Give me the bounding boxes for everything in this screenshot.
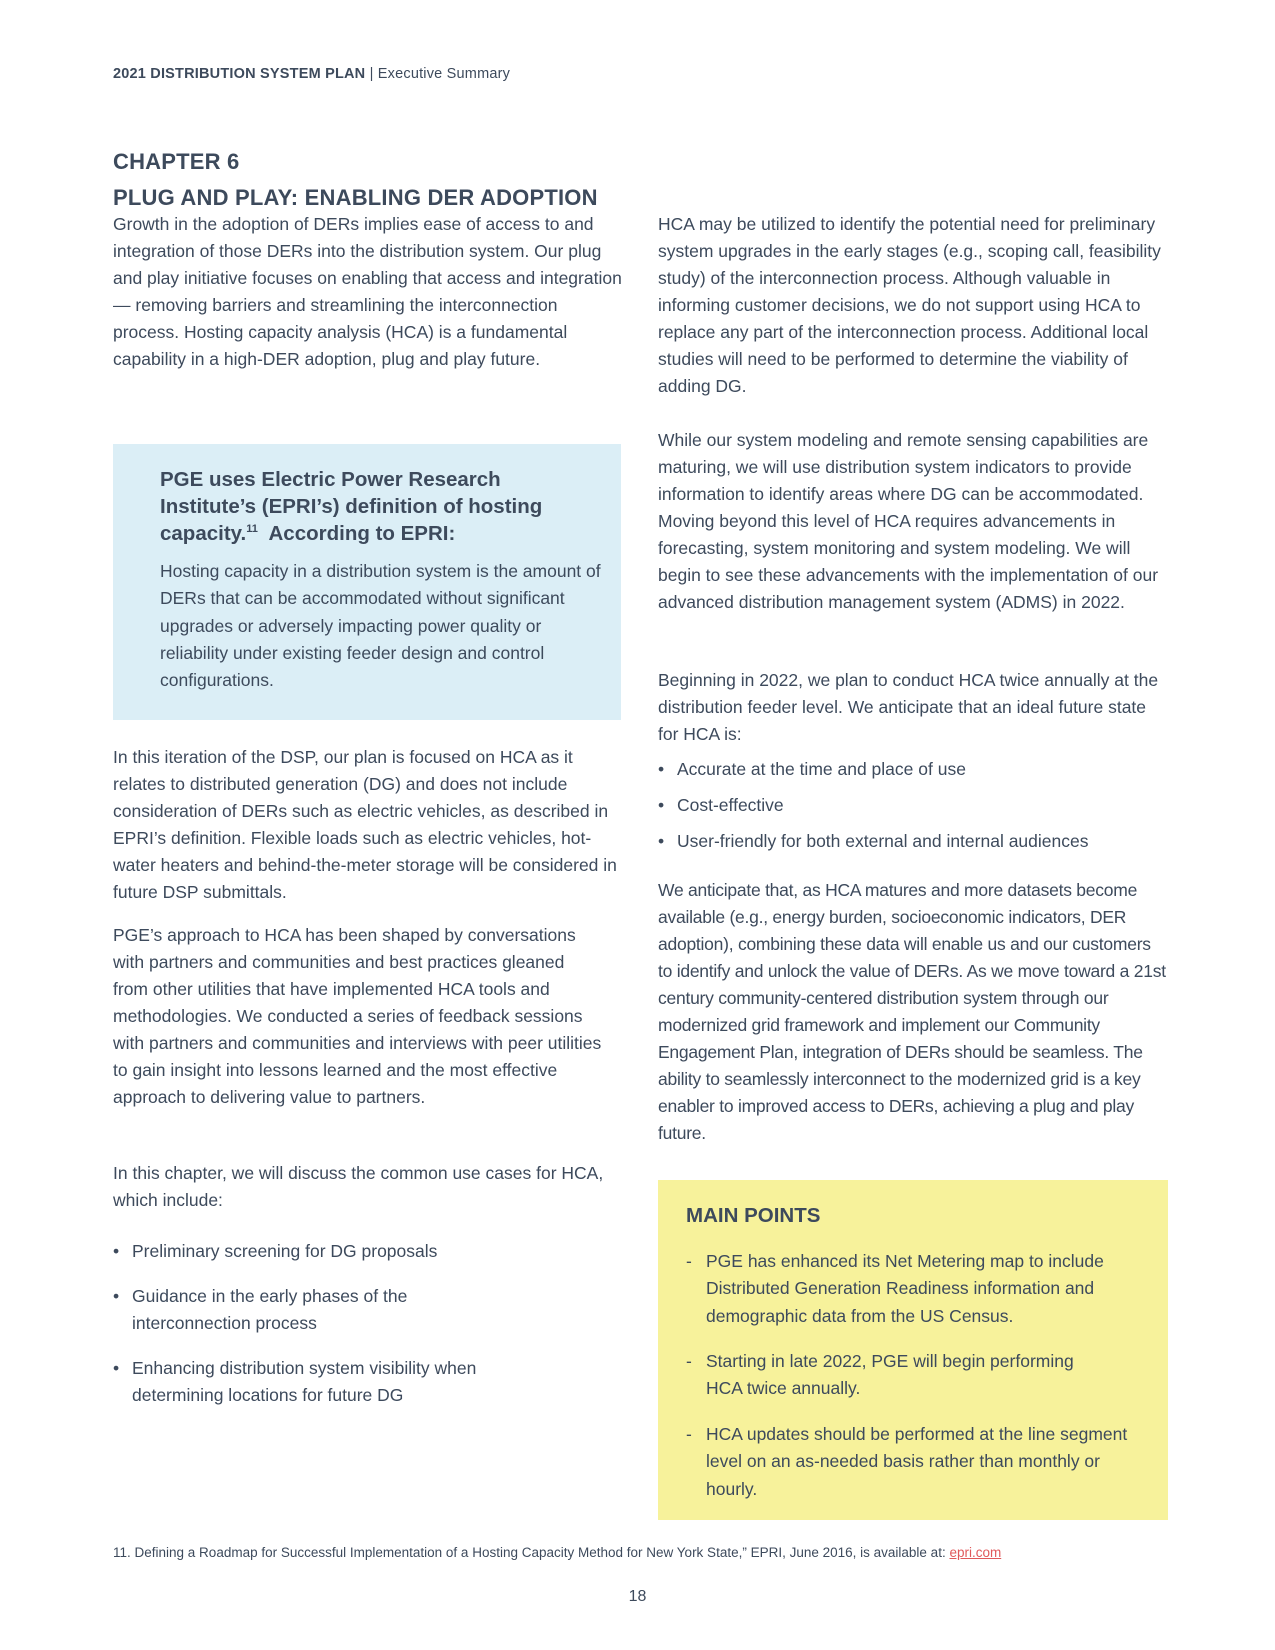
main-point-text: HCA updates should be performed at the line segment level on an as-needed basis rather than monthly or hourly.: [706, 1424, 1128, 1499]
main-points-title: MAIN POINTS: [686, 1204, 821, 1227]
document-title: 2021 DISTRIBUTION SYSTEM PLAN: [113, 66, 366, 82]
callout-heading-tail: According to EPRI:: [257, 522, 456, 545]
plan-2022-paragraph: Beginning in 2022, we plan to conduct HCA twice annually at the distribution feeder level. We anticipate that an ideal future state for HCA is:: [658, 670, 1159, 744]
modeling-paragraph: While our system modeling and remote sensing capabilities are maturing, we will use distribution system indicators to provide information to identify areas where DG can be accommodated. Moving beyond this level of HCA requires advancements in forecasting, system monitoring and system modeling. We will begin to see these advancements with the implementation of our advanced distribution management system (ADMS) in 2022.: [658, 430, 1159, 612]
list-item-text: Guidance in the early phases of the interconnection process: [132, 1286, 418, 1333]
list-item-text: User-friendly for both external and internal audiences: [677, 831, 1089, 851]
callout-heading-text: PGE uses Electric Power Research Institute’s (EPRI’s) definition of hosting capacity.: [160, 468, 543, 545]
epri-link[interactable]: epri.com: [949, 1545, 1002, 1560]
main-point-item: [686, 1348, 1106, 1403]
footnote-text: 11. Defining a Roadmap for Successful Implementation of a Hosting Capacity Method for New York State,” EPRI, June 2016, is available at:: [113, 1545, 950, 1560]
dash-icon: -: [686, 1251, 692, 1271]
main-point-item: [686, 1248, 1136, 1330]
section-name: Executive Summary: [377, 66, 511, 82]
bullet-icon: •: [113, 1358, 120, 1378]
dash-icon: -: [686, 1351, 692, 1371]
page-number: 18: [628, 1588, 647, 1605]
epri-definition-callout: [113, 444, 621, 720]
bullet-icon: •: [658, 831, 665, 851]
list-item: [658, 828, 1168, 855]
callout-body: Hosting capacity in a distribution system is the amount of DERs that can be accommodated without significant upgrades or adversely impacting power quality or reliability under existing feeder design and control configurations.: [160, 561, 601, 691]
running-header: [113, 66, 510, 82]
chapter-intro-paragraph: In this chapter, we will discuss the common use cases for HCA, which include:: [113, 1163, 604, 1210]
bullet-icon: •: [658, 759, 665, 779]
use-case-list: [113, 1238, 533, 1409]
list-item-text: Enhancing distribution system visibility when determining locations for future DG: [132, 1358, 477, 1405]
main-point-item: [686, 1421, 1136, 1503]
list-item: [658, 756, 1168, 783]
header-separator: |: [365, 66, 378, 82]
callout-heading: [160, 466, 600, 547]
future-state-list: [658, 756, 1168, 855]
dsp-paragraph: In this iteration of the DSP, our plan is focused on HCA as it relates to distributed generation (DG) and does not include consideration of DERs such as electric vehicles, as described in EPRI’s definition. Flexible loads such as electric vehicles, hot-water heaters and behind-the-meter storage will be considered in future DSP submittals.: [113, 747, 617, 902]
approach-paragraph: PGE’s approach to HCA has been shaped by conversations with partners and communities and best practices gleaned from other utilities that have implemented HCA tools and methodologies. We conducted a series of feedback sessions with partners and communities and interviews with peer utilities to gain insight into lessons learned and the most effective approach to delivering value to partners.: [113, 925, 602, 1107]
list-item: [658, 792, 1168, 819]
list-item-text: Cost-effective: [677, 795, 784, 815]
list-item: [113, 1355, 533, 1409]
chapter-heading: [113, 144, 598, 216]
main-point-text: PGE has enhanced its Net Metering map to include Distributed Generation Readiness information and demographic data from the US Census.: [706, 1251, 1104, 1326]
dash-icon: -: [686, 1424, 692, 1444]
chapter-label: CHAPTER 6: [113, 149, 240, 174]
list-item-text: Accurate at the time and place of use: [677, 759, 966, 779]
anticipate-paragraph: We anticipate that, as HCA matures and more datasets become available (e.g., energy burden, socioeconomic indicators, DER adoption), combining these data will enable us and our customers to identify and unlock the value of DERs. As we move toward a 21st century community-centered distribution system through our modernized grid framework and implement our Community Engagement Plan, integration of DERs should be seamless. The ability to seamlessly interconnect to the modernized grid is a key enabler to improved access to DERs, achieving a plug and play future.: [658, 880, 1166, 1143]
main-points-callout: [658, 1180, 1168, 1520]
bullet-icon: •: [113, 1241, 120, 1261]
list-item-text: Preliminary screening for DG proposals: [132, 1241, 438, 1261]
hca-paragraph: HCA may be utilized to identify the potential need for preliminary system upgrades in the early stages (e.g., scoping call, feasibility study) of the interconnection process. Although valuable in informing customer decisions, we do not support using HCA to replace any part of the interconnection process. Additional local studies will need to be performed to determine the viability of adding DG.: [658, 214, 1161, 396]
bullet-icon: •: [113, 1286, 120, 1306]
main-point-text: Starting in late 2022, PGE will begin performing HCA twice annually.: [706, 1351, 1074, 1399]
chapter-title: PLUG AND PLAY: ENABLING DER ADOPTION: [113, 185, 598, 210]
intro-paragraph: Growth in the adoption of DERs implies ease of access to and integration of those DERs into the distribution system. Our plug and play initiative focuses on enabling that access and integration — removing barriers and streamlining the interconnection process. Hosting capacity analysis (HCA) is a fundamental capability in a high-DER adoption, plug and play future.: [113, 214, 622, 369]
footnote: [113, 1545, 1001, 1560]
list-item: [113, 1283, 533, 1337]
bullet-icon: •: [658, 795, 665, 815]
footnote-ref: 11: [246, 523, 258, 536]
list-item: [113, 1238, 533, 1265]
